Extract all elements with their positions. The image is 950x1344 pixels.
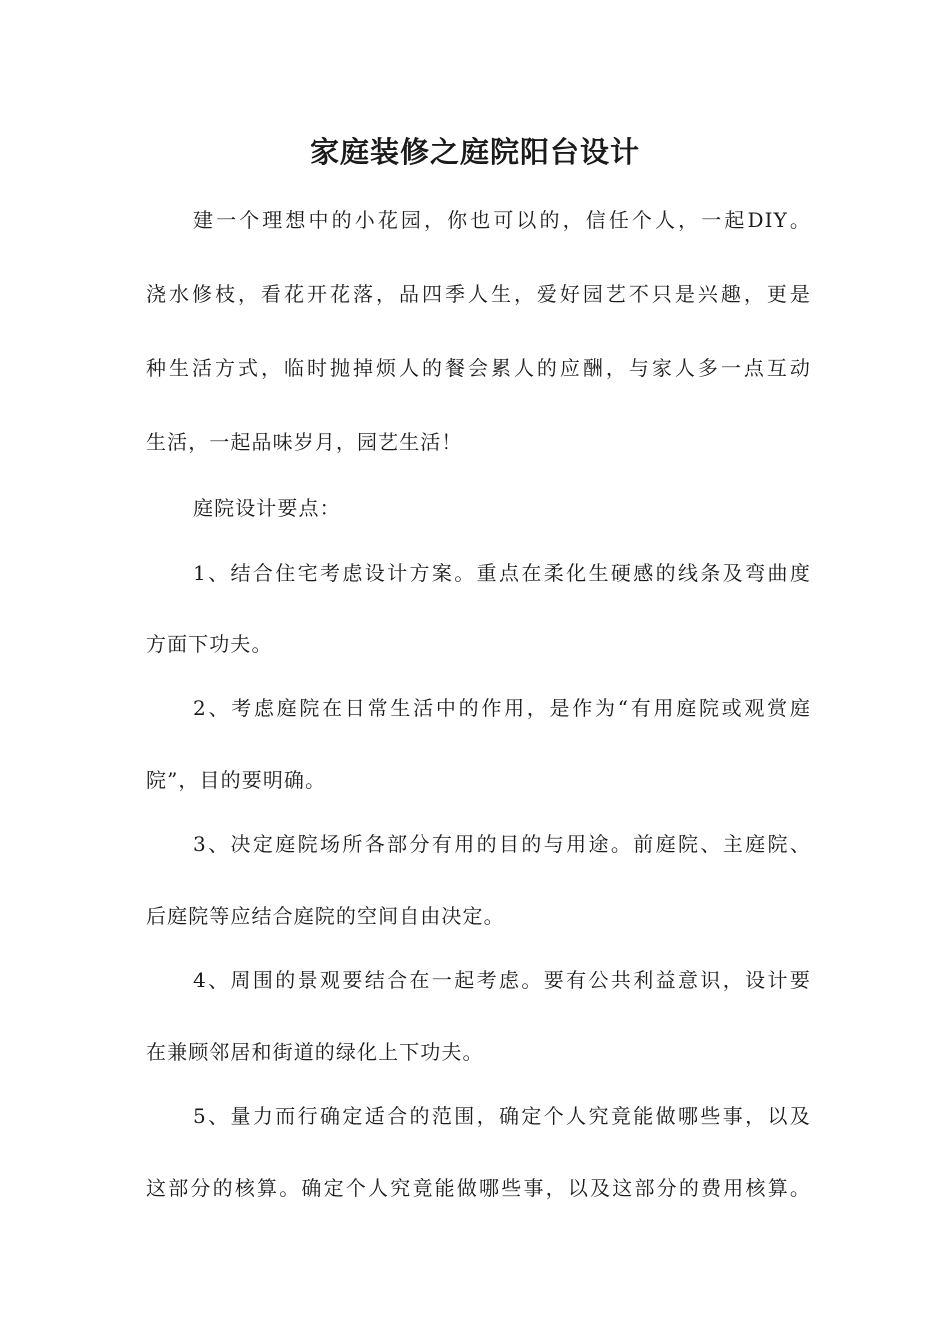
list-item-line: 在兼顾邻居和街道的绿化上下功夫。: [146, 1040, 484, 1064]
list-item-line: 院”，目的要明确。: [146, 768, 327, 792]
list-item-line: 5、量力而行确定适合的范围，确定个人究竟能做哪些事，以及: [193, 1104, 811, 1128]
list-item-line: 2、考虑庭院在日常生活中的作用，是作为“有用庭院或观赏庭: [193, 696, 811, 720]
list-item-line: 后庭院等应结合庭院的空间自由决定。: [146, 904, 505, 928]
list-item-line: 3、决定庭院场所各部分有用的目的与用途。前庭院、主庭院、: [193, 832, 811, 856]
paragraph-line: 生活，一起品味岁月，园艺生活！: [146, 430, 463, 454]
paragraph-line: 建一个理想中的小花园，你也可以的，信任个人，一起DIY。: [193, 208, 811, 232]
paragraph-line: 浇水修枝，看花开花落，品四季人生，爱好园艺不只是兴趣，更是: [146, 282, 811, 306]
list-item-line: 这部分的核算。确定个人究竟能做哪些事，以及这部分的费用核算。: [146, 1176, 811, 1200]
list-item-line: 方面下功夫。: [146, 632, 273, 656]
document-title: 家庭装修之庭院阳台设计: [309, 135, 640, 169]
section-heading: 庭院设计要点：: [193, 496, 341, 520]
list-item-line: 1、结合住宅考虑设计方案。重点在柔化生硬感的线条及弯曲度: [193, 561, 811, 585]
list-item-line: 4、周围的景观要结合在一起考虑。要有公共利益意识，设计要: [193, 968, 811, 992]
paragraph-line: 种生活方式，临时抛掉烦人的餐会累人的应酬，与家人多一点互动: [146, 356, 811, 380]
